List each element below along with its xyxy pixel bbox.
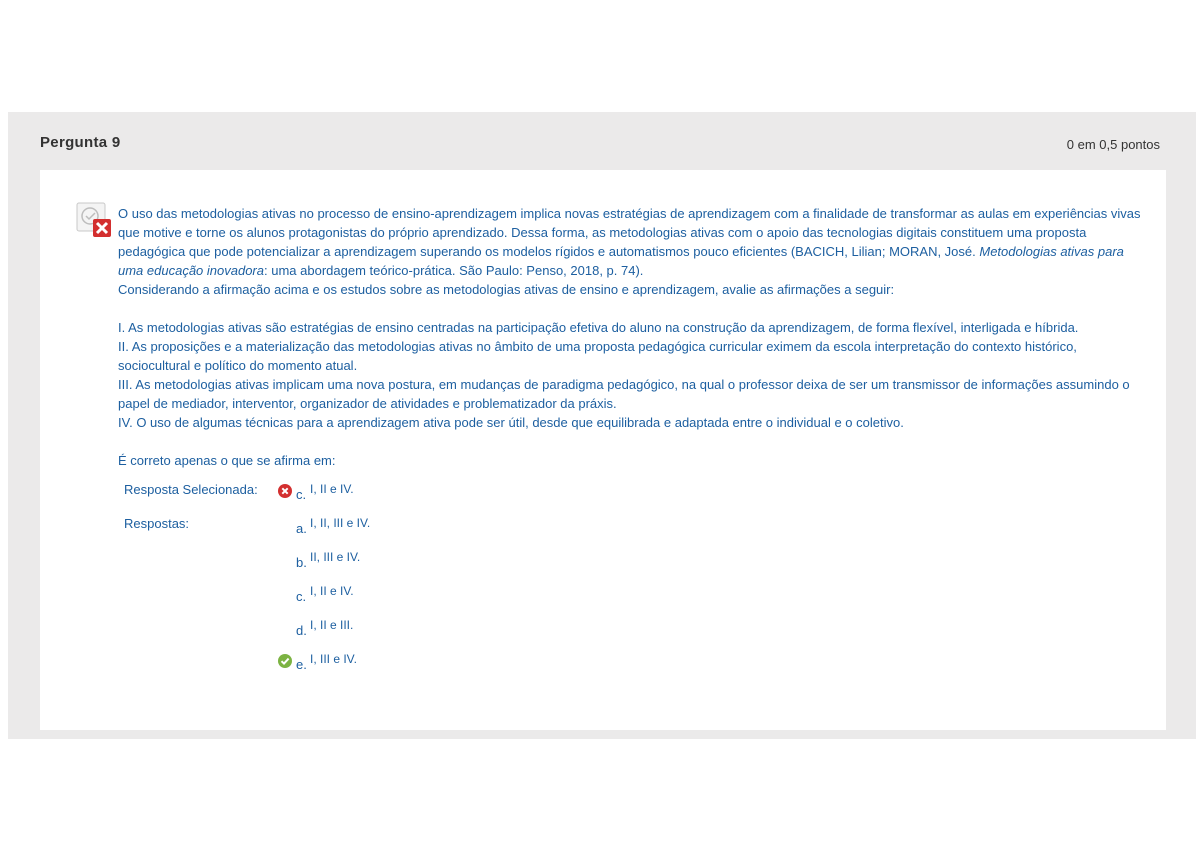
incorrect-icon: [76, 202, 112, 238]
answer-option-text: I, II, III e IV.: [310, 516, 371, 530]
selected-answer-label: Resposta Selecionada:: [124, 482, 258, 497]
question-instruction: Considerando a afirmação acima e os estudos sobre as metodologias ativas de ensino e aprendizagem, avalie as afirmações a seguir:: [118, 282, 895, 297]
selected-answer-letter: c.: [296, 487, 307, 502]
question-content: [118, 204, 1148, 704]
answer-option-letter: e.: [296, 657, 307, 672]
question-title: Pergunta 9: [40, 134, 121, 151]
question-panel: [8, 112, 1196, 739]
answer-option-text: I, II e IV.: [310, 584, 354, 598]
answer-option-text: I, II e III.: [310, 618, 354, 632]
question-card: [40, 170, 1166, 730]
answer-option-text: I, III e IV.: [310, 652, 357, 666]
wrong-answer-icon: [278, 484, 292, 498]
statement-item: I. As metodologias ativas são estratégias de ensino centradas na participação efetiva do aluno na construção da aprendizagem, de forma flexível, interligada e híbrida.: [118, 320, 1079, 335]
answers-block: [118, 474, 1148, 704]
answer-option-letter: c.: [296, 589, 307, 604]
answer-option-letter: b.: [296, 555, 307, 570]
answer-option-letter: d.: [296, 623, 307, 638]
answer-option-letter: a.: [296, 521, 307, 536]
answers-label: Respostas:: [124, 516, 190, 531]
question-points: 0 em 0,5 pontos: [1066, 137, 1160, 152]
answer-option-text: II, III e IV.: [310, 550, 361, 564]
question-closing: É correto apenas o que se afirma em:: [118, 453, 336, 468]
selected-answer-text: I, II e IV.: [310, 482, 354, 496]
statements-list: [118, 318, 1148, 432]
statement-item: IV. O uso de algumas técnicas para a aprendizagem ativa pode ser útil, desde que equilibrada e adaptada entre o individual e o coletivo.: [118, 415, 904, 430]
statement-item: II. As proposições e a materialização das metodologias ativas no âmbito de uma proposta pedagógica curricular eximem da escola interpretação do contexto histórico, sociocultural e político do momento atual.: [118, 339, 1077, 373]
statement-item: III. As metodologias ativas implicam uma nova postura, em mudanças de paradigma pedagógico, na qual o professor deixa de ser um transmissor de informações assumindo o papel de mediador, interventor, organizador de atividades e problematizador da práxis.: [118, 377, 1130, 411]
correct-answer-icon: [278, 654, 292, 668]
question-prompt: O uso das metodologias ativas no processo de ensino-aprendizagem implica novas estratégias de aprendizagem com a finalidade de transformar as aulas em experiências vivas que motive e torne os alunos protagonistas do próprio aprendizado. Dessa forma, as metodologias ativas com o apoio das tecnologias digitais constituem uma proposta pedagógica que pode potencializar a aprendizagem superando os modelos rígidos e automatismos pouco eficientes (BACICH, Lilian; MORAN, José. Metodologias ativas para uma educação inovadora: uma abordagem teórico-prática. São Paulo: Penso, 2018, p. 74).: [118, 206, 1141, 278]
